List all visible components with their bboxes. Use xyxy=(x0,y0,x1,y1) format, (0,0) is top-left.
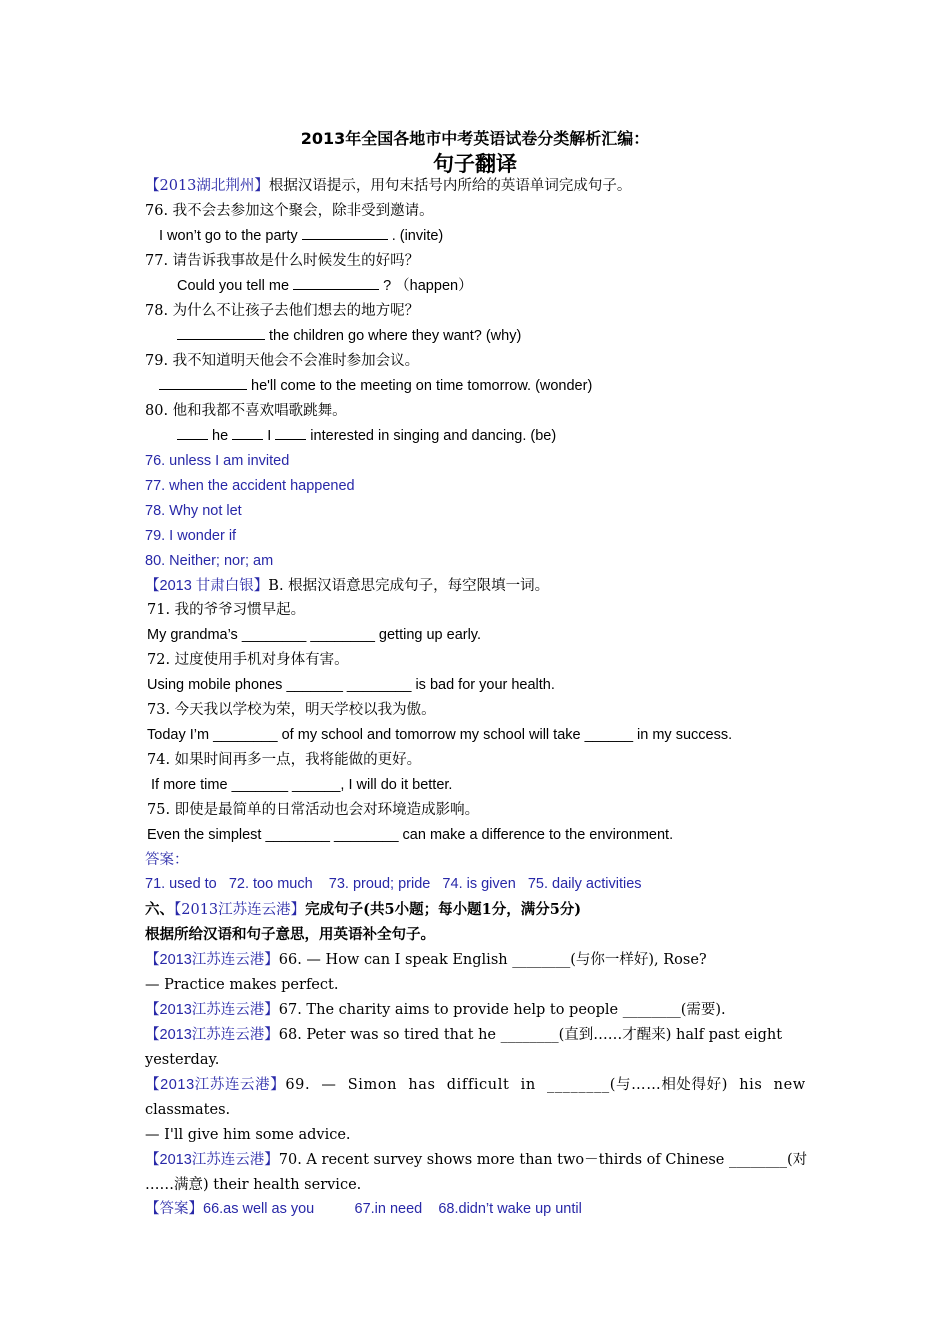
q73-cn: 73. 今天我以学校为荣，明天学校以我为傲。 xyxy=(147,702,436,718)
answer-80: 80. Neither; nor; am xyxy=(145,553,274,569)
document-subtitle: 句子翻译 xyxy=(433,152,517,176)
q80-en-part1: he xyxy=(208,428,233,444)
section3-header xyxy=(145,900,810,920)
answer-blank xyxy=(275,427,306,440)
q67-text: 67. The charity aims to provide help to people ________(需要). xyxy=(278,1002,726,1018)
answer-76: 76. unless I am invited xyxy=(145,453,290,469)
q80-en-part3: interested in singing and dancing. (be) xyxy=(306,428,557,444)
answer-blank xyxy=(177,427,208,440)
section3-prefix: 六、 xyxy=(145,901,174,918)
q80-en-part2: I xyxy=(263,428,276,444)
answer-77: 77. when the accident happened xyxy=(145,478,355,494)
q69-tag: 【2013江苏连云港】 xyxy=(145,1077,286,1093)
section1-tag: 【2013湖北荆州】 xyxy=(145,178,269,194)
q74-en: If more time _______ ______, I will do it better. xyxy=(151,777,453,793)
q69-continued: classmates. xyxy=(145,1102,231,1118)
section2-answers: 71. used to 72. too much 73. proud; pride 74. is given 75. daily activities xyxy=(145,876,642,892)
section3-heading: 完成句子(共5小题；每小题1分，满分5分) xyxy=(305,901,582,918)
q70-continued: ……满意) their health service. xyxy=(145,1177,362,1193)
q70-tag: 【2013江苏连云港】 xyxy=(145,1152,279,1168)
q77-en xyxy=(177,276,842,296)
q79-en xyxy=(159,376,824,396)
q78-en xyxy=(177,326,842,346)
q72-en: Using mobile phones _______ ________ is bad for your health. xyxy=(147,677,555,693)
q79-en-post: he'll come to the meeting on time tomorrow. (wonder) xyxy=(247,378,593,394)
section2-instruction: B. 根据汉语意思完成句子，每空限填一词。 xyxy=(268,578,550,594)
q66-text: 66. — How can I speak English ________(与你一样好), Rose? xyxy=(278,952,707,968)
answer-79: 79. I wonder if xyxy=(145,528,237,544)
answer-blank xyxy=(232,427,263,440)
q69-response: — I'll give him some advice. xyxy=(145,1127,351,1143)
section2-header xyxy=(145,576,810,596)
q70-text: 70. A recent survey shows more than two－thirds of Chinese ________(对 xyxy=(278,1152,808,1168)
q66-response: — Practice makes perfect. xyxy=(145,977,339,993)
q77-en-post: ? （happen） xyxy=(379,278,473,294)
q80-en xyxy=(177,426,842,446)
q69-text: 69. — Simon has difficult in ________(与……相处得好) his new xyxy=(285,1077,806,1093)
answer-blank xyxy=(293,277,379,290)
section3-tag: 【2013江苏连云港】 xyxy=(174,902,306,918)
q76-en-pre: I won’t go to the party xyxy=(159,228,302,244)
q75-cn: 75. 即使是最简单的日常活动也会对环境造成影响。 xyxy=(147,802,480,818)
q74-cn: 74. 如果时间再多一点，我将能做的更好。 xyxy=(147,752,422,768)
answer-78: 78. Why not let xyxy=(145,503,242,519)
q76-en-post: . (invite) xyxy=(387,228,444,244)
q66-tag: 【2013江苏连云港】 xyxy=(145,952,279,968)
section2-answer-label: 答案： xyxy=(145,852,189,868)
q67 xyxy=(145,1000,810,1020)
answer-blank xyxy=(177,327,265,340)
document-title: 2013年全国各地市中考英语试卷分类解析汇编： xyxy=(300,129,650,148)
q68-tag: 【2013江苏连云港】 xyxy=(145,1027,279,1043)
q67-tag: 【2013江苏连云港】 xyxy=(145,1002,279,1018)
q71-en: My grandma’s ________ ________ getting up early. xyxy=(147,627,482,643)
q78-en-post: the children go where they want? (why) xyxy=(265,328,522,344)
q69 xyxy=(145,1075,810,1095)
answer-blank xyxy=(159,377,247,390)
q77-en-pre: Could you tell me xyxy=(177,278,294,294)
q71-cn: 71. 我的爷爷习惯早起。 xyxy=(147,602,306,618)
q73-en: Today I’m ________ of my school and tomorrow my school will take ______ in my success. xyxy=(147,727,733,743)
q76-en xyxy=(159,226,824,246)
q68-text: 68. Peter was so tired that he ________(直到……才醒来) half past eight xyxy=(278,1027,783,1043)
q79-cn: 79. 我不知道明天他会不会准时参加会议。 xyxy=(145,353,420,369)
q72-cn: 72. 过度使用手机对身体有害。 xyxy=(147,652,349,668)
section3-instruction: 根据所给汉语和句子意思，用英语补全句子。 xyxy=(145,926,435,943)
q80-cn: 80. 他和我都不喜欢唱歌跳舞。 xyxy=(145,403,347,419)
answer-blank xyxy=(302,227,388,240)
q68-continued: yesterday. xyxy=(145,1052,220,1068)
section1-instruction: 根据汉语提示，用句末括号内所给的英语单词完成句子。 xyxy=(268,178,632,194)
q76-cn: 76. 我不会去参加这个聚会，除非受到邀请。 xyxy=(145,203,434,219)
section3-answer-label: 【答案】 xyxy=(145,1201,203,1217)
section1-header xyxy=(145,176,810,196)
q77-cn: 77. 请告诉我事故是什么时候发生的好吗？ xyxy=(145,253,420,269)
q68 xyxy=(145,1025,810,1045)
section2-tag: 【2013 甘肃白银】 xyxy=(145,578,269,594)
section3-answers: 66.as well as you 67.in need 68.didn’t wake up until xyxy=(203,1201,582,1217)
q78-cn: 78. 为什么不让孩子去他们想去的地方呢？ xyxy=(145,303,420,319)
q66 xyxy=(145,950,810,970)
q75-en: Even the simplest ________ ________ can make a difference to the environment. xyxy=(147,827,674,843)
q70 xyxy=(145,1150,810,1170)
section3-answers-line xyxy=(145,1199,810,1219)
